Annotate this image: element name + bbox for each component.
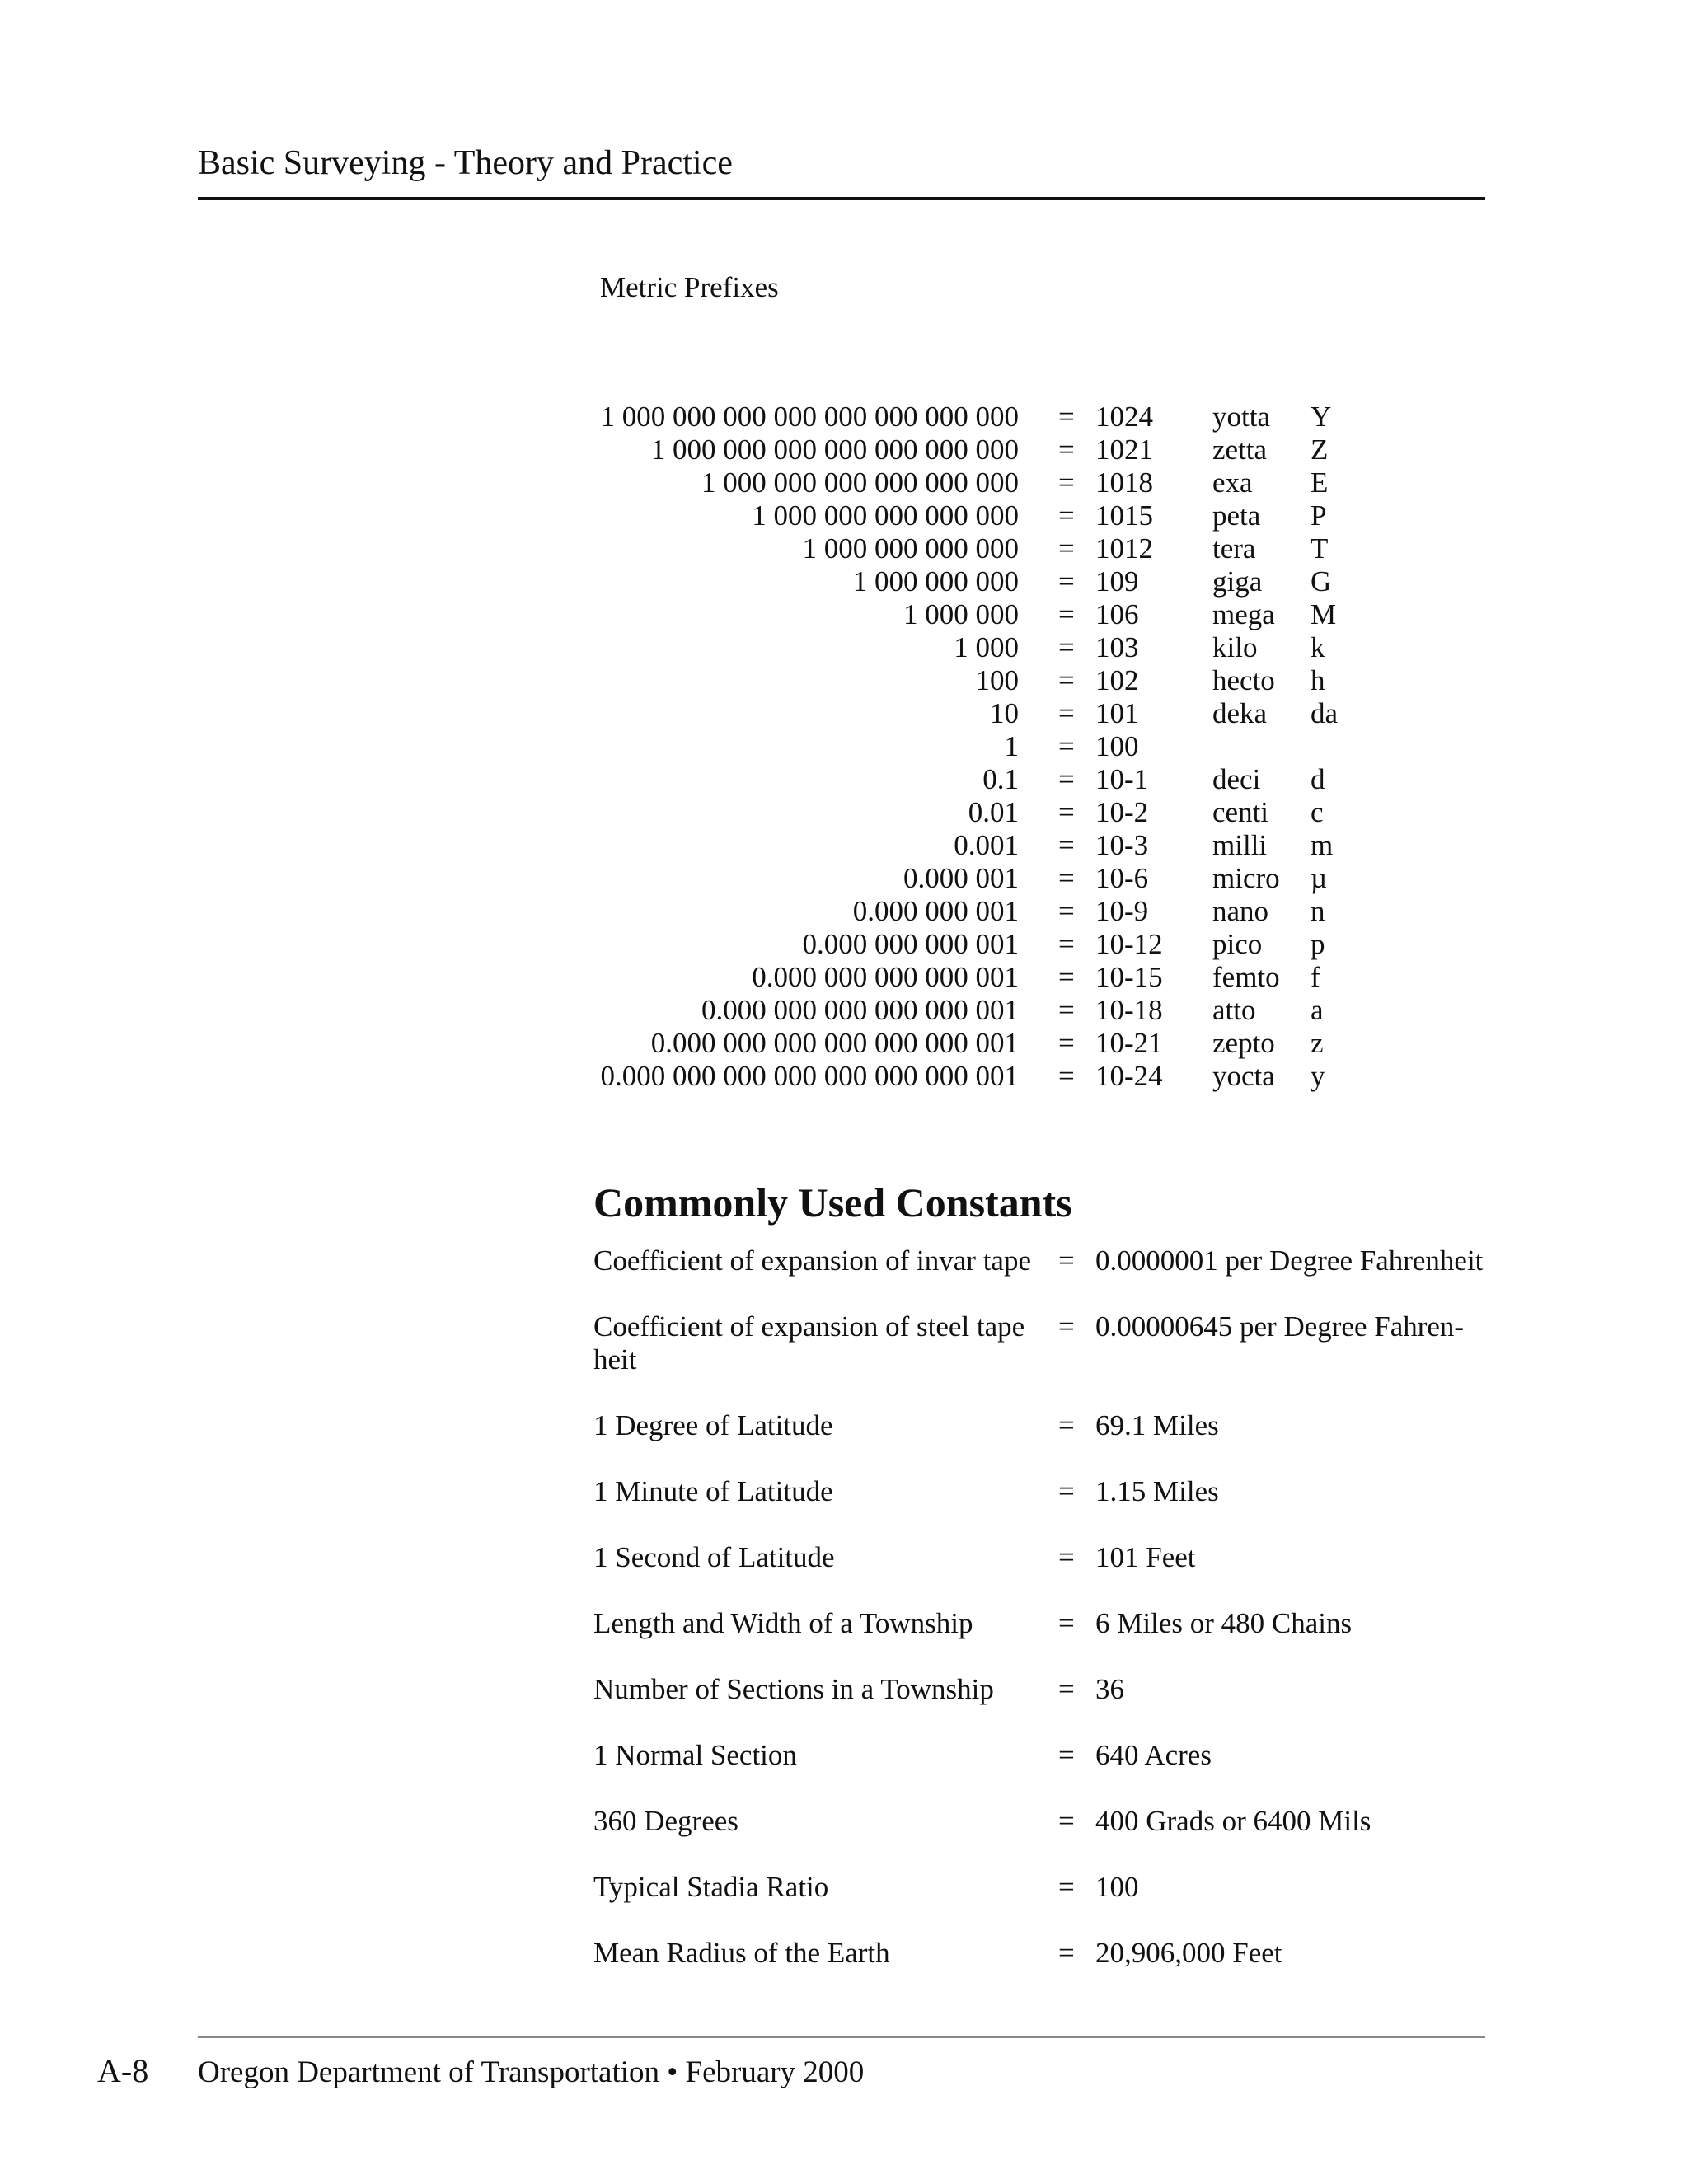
prefix-name: micro <box>1212 862 1280 894</box>
prefix-symbol: z <box>1311 1027 1324 1059</box>
equals-sign: = <box>1058 928 1075 960</box>
prefix-power: 10-3 <box>1095 829 1149 861</box>
equals-sign: = <box>1058 1409 1075 1441</box>
prefix-symbol: c <box>1311 796 1324 828</box>
constant-value: 1.15 Miles <box>1095 1475 1219 1507</box>
prefix-symbol: Y <box>1311 401 1332 433</box>
prefix-row <box>610 928 1401 961</box>
prefix-value: 0.000 001 <box>903 862 1019 894</box>
prefix-power: 10-2 <box>1095 796 1149 828</box>
prefix-symbol: a <box>1311 994 1324 1026</box>
constant-value: 0.00000645 per Degree Fahren- <box>1095 1310 1465 1343</box>
prefix-row <box>610 697 1401 730</box>
constant-value: 36 <box>1095 1673 1124 1705</box>
prefix-power: 100 <box>1095 730 1139 762</box>
prefix-row <box>610 895 1401 928</box>
prefix-row <box>610 664 1401 697</box>
prefix-name: yotta <box>1212 401 1270 433</box>
header-rule <box>198 197 1485 200</box>
constant-label: 1 Degree of Latitude <box>593 1409 833 1441</box>
prefix-symbol: G <box>1311 565 1332 598</box>
prefix-power: 102 <box>1095 664 1139 696</box>
prefix-row <box>610 631 1401 664</box>
constant-label: Length and Width of a Township <box>593 1607 973 1639</box>
prefix-row <box>610 499 1401 532</box>
prefix-value: 1 000 000 000 000 000 <box>752 499 1019 532</box>
prefix-value: 0.001 <box>954 829 1019 861</box>
prefix-name: atto <box>1212 994 1256 1026</box>
prefix-name: mega <box>1212 598 1275 630</box>
prefix-power: 1018 <box>1095 466 1153 499</box>
page-number: A-8 <box>97 2052 149 2089</box>
prefix-symbol: f <box>1311 961 1320 993</box>
equals-sign: = <box>1058 1739 1075 1771</box>
equals-sign: = <box>1058 796 1075 828</box>
prefix-symbol: h <box>1311 664 1325 696</box>
equals-sign: = <box>1058 1541 1075 1573</box>
equals-sign: = <box>1058 532 1075 565</box>
prefix-name: giga <box>1212 565 1263 598</box>
prefix-name: zepto <box>1212 1027 1275 1059</box>
prefix-row <box>610 434 1401 466</box>
prefix-symbol: y <box>1311 1060 1325 1092</box>
prefix-name: hecto <box>1212 664 1275 696</box>
equals-sign: = <box>1058 1060 1075 1092</box>
prefix-symbol: d <box>1311 763 1325 795</box>
prefix-power: 1012 <box>1095 532 1153 565</box>
prefix-value: 1 000 000 000 000 000 000 000 <box>650 434 1019 466</box>
prefix-power: 1024 <box>1095 401 1153 433</box>
constant-label: 1 Minute of Latitude <box>593 1475 833 1507</box>
constant-value: 100 <box>1095 1871 1139 1903</box>
equals-sign: = <box>1058 565 1075 598</box>
equals-sign: = <box>1058 434 1075 466</box>
prefix-row <box>610 730 1401 763</box>
constant-value: 640 Acres <box>1095 1739 1212 1771</box>
equals-sign: = <box>1058 1607 1075 1639</box>
prefix-value: 1 000 000 000 <box>852 565 1019 598</box>
prefix-value: 0.000 000 000 000 000 000 000 001 <box>600 1060 1019 1092</box>
running-header-title: Basic Surveying - Theory and Practice <box>198 144 733 182</box>
prefix-row <box>610 961 1401 994</box>
equals-sign: = <box>1058 631 1075 663</box>
equals-sign: = <box>1058 1310 1075 1343</box>
constant-label: Number of Sections in a Township <box>593 1673 994 1705</box>
constant-value: 0.0000001 per Degree Fahrenheit <box>1095 1244 1484 1277</box>
prefix-row <box>600 1060 1401 1093</box>
constant-label: 360 Degrees <box>593 1805 738 1837</box>
prefix-symbol: Z <box>1311 434 1329 466</box>
prefix-value: 1 <box>1004 730 1019 762</box>
prefix-value: 1 000 000 <box>903 598 1019 630</box>
prefix-name: deci <box>1212 763 1261 795</box>
prefix-name: deka <box>1212 697 1268 729</box>
constant-label: Coefficient of expansion of invar tape <box>593 1244 1031 1277</box>
prefix-power: 10-21 <box>1095 1027 1163 1059</box>
prefix-row <box>610 1027 1401 1060</box>
equals-sign: = <box>1058 1244 1075 1277</box>
prefix-name: milli <box>1212 829 1268 861</box>
equals-sign: = <box>1058 697 1075 729</box>
prefix-row <box>610 829 1401 862</box>
equals-sign: = <box>1058 499 1075 532</box>
prefix-value: 10 <box>990 697 1019 729</box>
prefix-symbol: P <box>1311 499 1327 532</box>
prefix-symbol: µ <box>1311 862 1328 894</box>
prefix-value: 0.000 000 000 000 001 <box>752 961 1019 993</box>
equals-sign: = <box>1058 895 1075 927</box>
prefix-name: nano <box>1212 895 1269 927</box>
equals-sign: = <box>1058 829 1075 861</box>
prefix-name: pico <box>1212 928 1263 960</box>
prefix-name: peta <box>1212 499 1261 532</box>
prefix-power: 106 <box>1095 598 1139 630</box>
constant-value: 400 Grads or 6400 Mils <box>1095 1805 1372 1837</box>
equals-sign: = <box>1058 862 1075 894</box>
prefix-value: 1 000 000 000 000 000 000 <box>701 466 1019 499</box>
prefix-name: yocta <box>1212 1060 1275 1092</box>
prefix-name: kilo <box>1212 631 1258 663</box>
footer-rule <box>198 2036 1485 2038</box>
equals-sign: = <box>1058 961 1075 993</box>
prefix-row <box>610 763 1401 796</box>
constant-label: Coefficient of expansion of steel tape heit <box>593 1310 1025 1376</box>
prefix-value: 1 000 000 000 000 000 000 000 000 <box>600 401 1019 433</box>
prefix-row <box>610 598 1401 631</box>
constants-heading: Commonly Used Constants <box>593 1179 1072 1226</box>
prefix-name: zetta <box>1212 434 1268 466</box>
equals-sign: = <box>1058 466 1075 499</box>
prefix-power: 10-12 <box>1095 928 1163 960</box>
prefix-symbol: p <box>1311 928 1325 960</box>
prefix-row <box>610 796 1401 829</box>
prefix-power: 10-15 <box>1095 961 1163 993</box>
equals-sign: = <box>1058 401 1075 433</box>
constant-value: 69.1 Miles <box>1095 1409 1219 1441</box>
prefix-power: 10-1 <box>1095 763 1149 795</box>
prefix-symbol: M <box>1311 598 1337 630</box>
prefix-row <box>600 401 1401 434</box>
constant-label: 1 Second of Latitude <box>593 1541 835 1573</box>
prefix-power: 1021 <box>1095 434 1153 466</box>
prefix-value: 0.000 000 000 000 000 001 <box>701 994 1019 1026</box>
equals-sign: = <box>1058 664 1075 696</box>
metric-prefixes-title: Metric Prefixes <box>600 271 779 303</box>
prefix-power: 10-24 <box>1095 1060 1163 1092</box>
prefix-row <box>610 994 1401 1027</box>
constant-value: 6 Miles or 480 Chains <box>1095 1607 1353 1639</box>
equals-sign: = <box>1058 994 1075 1026</box>
metric-prefixes-table <box>600 401 1401 1093</box>
prefix-power: 10-9 <box>1095 895 1149 927</box>
prefix-name: femto <box>1212 961 1280 993</box>
constant-value: 101 Feet <box>1095 1541 1196 1573</box>
prefix-name: exa <box>1212 466 1253 499</box>
prefix-value: 1 000 000 000 000 <box>802 532 1019 565</box>
prefix-value: 0.000 000 000 000 000 000 001 <box>650 1027 1019 1059</box>
prefix-symbol: E <box>1311 466 1329 499</box>
prefix-value: 1 000 <box>954 631 1019 663</box>
equals-sign: = <box>1058 1805 1075 1837</box>
prefix-power: 10-6 <box>1095 862 1149 894</box>
prefix-value: 100 <box>975 664 1019 696</box>
equals-sign: = <box>1058 1475 1075 1507</box>
equals-sign: = <box>1058 1673 1075 1705</box>
prefix-power: 10-18 <box>1095 994 1163 1026</box>
prefix-value: 0.1 <box>982 763 1019 795</box>
equals-sign: = <box>1058 763 1075 795</box>
prefix-value: 0.000 000 001 <box>852 895 1019 927</box>
equals-sign: = <box>1058 1871 1075 1903</box>
prefix-name: centi <box>1212 796 1269 828</box>
constant-label: Mean Radius of the Earth <box>593 1937 890 1969</box>
prefix-value: 0.000 000 000 001 <box>802 928 1019 960</box>
prefix-row <box>610 532 1401 565</box>
footer-text: Oregon Department of Transportation • February 2000 <box>198 2055 865 2089</box>
constant-label: 1 Normal Section <box>593 1739 797 1771</box>
prefix-value: 0.01 <box>968 796 1019 828</box>
prefix-row <box>610 565 1401 598</box>
equals-sign: = <box>1058 598 1075 630</box>
prefix-row <box>610 862 1401 895</box>
prefix-power: 1015 <box>1095 499 1153 532</box>
constant-value: 20,906,000 Feet <box>1095 1937 1282 1969</box>
prefix-symbol: m <box>1311 829 1334 861</box>
prefix-symbol: da <box>1311 697 1339 729</box>
prefix-power: 101 <box>1095 697 1139 729</box>
equals-sign: = <box>1058 1027 1075 1059</box>
prefix-power: 103 <box>1095 631 1139 663</box>
constant-label: Typical Stadia Ratio <box>593 1871 829 1903</box>
prefix-symbol: n <box>1311 895 1325 927</box>
equals-sign: = <box>1058 1937 1075 1969</box>
prefix-name: tera <box>1212 532 1256 565</box>
prefix-symbol: T <box>1311 532 1329 565</box>
prefix-symbol: k <box>1311 631 1325 663</box>
prefix-power: 109 <box>1095 565 1139 598</box>
prefix-row <box>610 466 1401 499</box>
equals-sign: = <box>1058 730 1075 762</box>
